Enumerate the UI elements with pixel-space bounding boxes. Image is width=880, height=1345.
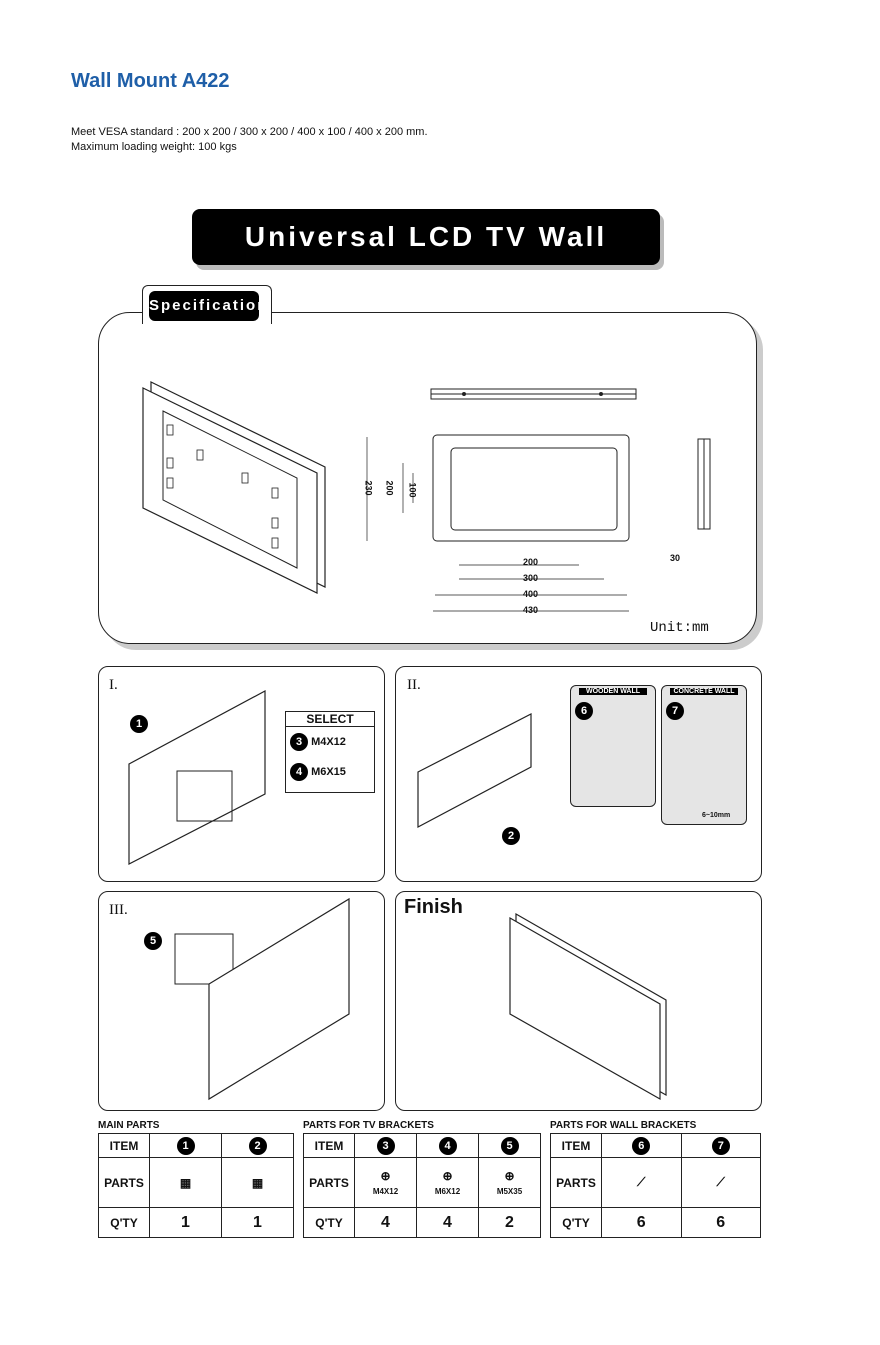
dim-200: 200 <box>523 557 539 567</box>
unit-label: Unit:mm <box>650 620 709 636</box>
callout-5: 5 <box>144 932 162 950</box>
mount-perspective-drawing <box>127 378 327 598</box>
page-title: Wall Mount A422 <box>71 70 230 92</box>
callout-6: 6 <box>575 702 593 720</box>
select-box <box>285 711 375 793</box>
dim-430: 430 <box>523 605 539 615</box>
tv-parts-title: PARTS FOR TV BRACKETS <box>303 1120 434 1131</box>
tv-assembly-drawing <box>169 912 369 1102</box>
step-2-label: II. <box>407 677 421 693</box>
callout-1: 1 <box>130 715 148 733</box>
step-2-panel <box>395 666 762 882</box>
bracket-part-icon: ▦ <box>150 1158 222 1208</box>
select-label: SELECT <box>286 712 374 727</box>
wall-plate-part-icon: ▦ <box>222 1158 294 1208</box>
mount-side-view <box>694 435 734 535</box>
specification-tab: Specification <box>149 291 259 321</box>
mount-front-view <box>359 433 639 618</box>
dim-200-vertical: 200 <box>384 480 395 496</box>
wall-bracket-drawing <box>416 712 536 832</box>
step-3-panel <box>98 891 385 1111</box>
specification-box <box>98 312 757 644</box>
dim-230: 230 <box>363 480 374 496</box>
concrete-wall-box: CONCRETE WALL 7 6~10mm <box>661 685 747 825</box>
step-1-label: I. <box>109 677 118 693</box>
screw-m4x12: ⊕ M4X12 <box>355 1158 417 1208</box>
wall-parts-table: ITEM 6 7 PARTS ⟋ ⟋ Q'TY 6 6 <box>550 1133 761 1238</box>
vesa-standard-text: Meet VESA standard : 200 x 200 / 300 x 200 / 400 x 100 / 400 x 200 mm. <box>71 126 428 138</box>
screw-m5x35: ⊕ M5X35 <box>479 1158 541 1208</box>
step-3-label: III. <box>109 902 128 918</box>
main-parts-title: MAIN PARTS <box>98 1120 160 1131</box>
step-1-panel <box>98 666 385 882</box>
max-load-text: Maximum loading weight: 100 kgs <box>71 141 237 153</box>
product-banner: Universal LCD TV Wall Mounts <box>192 209 660 265</box>
mount-top-view <box>431 385 636 405</box>
tv-back-drawing <box>127 689 267 869</box>
callout-2: 2 <box>502 827 520 845</box>
screw-option-m4x12: 3 M4X12 <box>286 727 374 751</box>
callout-7: 7 <box>666 702 684 720</box>
depth-note: 6~10mm <box>702 812 731 819</box>
screw-option-m6x15: 4 M6X15 <box>286 751 374 781</box>
finish-panel <box>395 891 762 1111</box>
dim-300: 300 <box>523 573 539 583</box>
wall-anchor-icon: ⟋ <box>681 1158 761 1208</box>
dim-100: 100 <box>407 482 418 498</box>
dim-depth-30: 30 <box>670 553 681 563</box>
finished-mount-drawing <box>504 914 664 1104</box>
wooden-wall-box: WOODEN WALL 6 <box>570 685 656 807</box>
screw-m6x12: ⊕ M6X12 <box>417 1158 479 1208</box>
dim-400: 400 <box>523 589 539 599</box>
tv-parts-table: ITEM 3 4 5 PARTS ⊕ M4X12 ⊕ M6X12 ⊕ M5X35 Q'TY 4 4 2 <box>303 1133 541 1238</box>
finish-label: Finish <box>404 896 463 918</box>
wood-screw-icon: ⟋ <box>602 1158 682 1208</box>
wall-parts-title: PARTS FOR WALL BRACKETS <box>550 1120 697 1131</box>
main-parts-table: ITEM 1 2 PARTS ▦ ▦ Q'TY 1 1 <box>98 1133 294 1238</box>
